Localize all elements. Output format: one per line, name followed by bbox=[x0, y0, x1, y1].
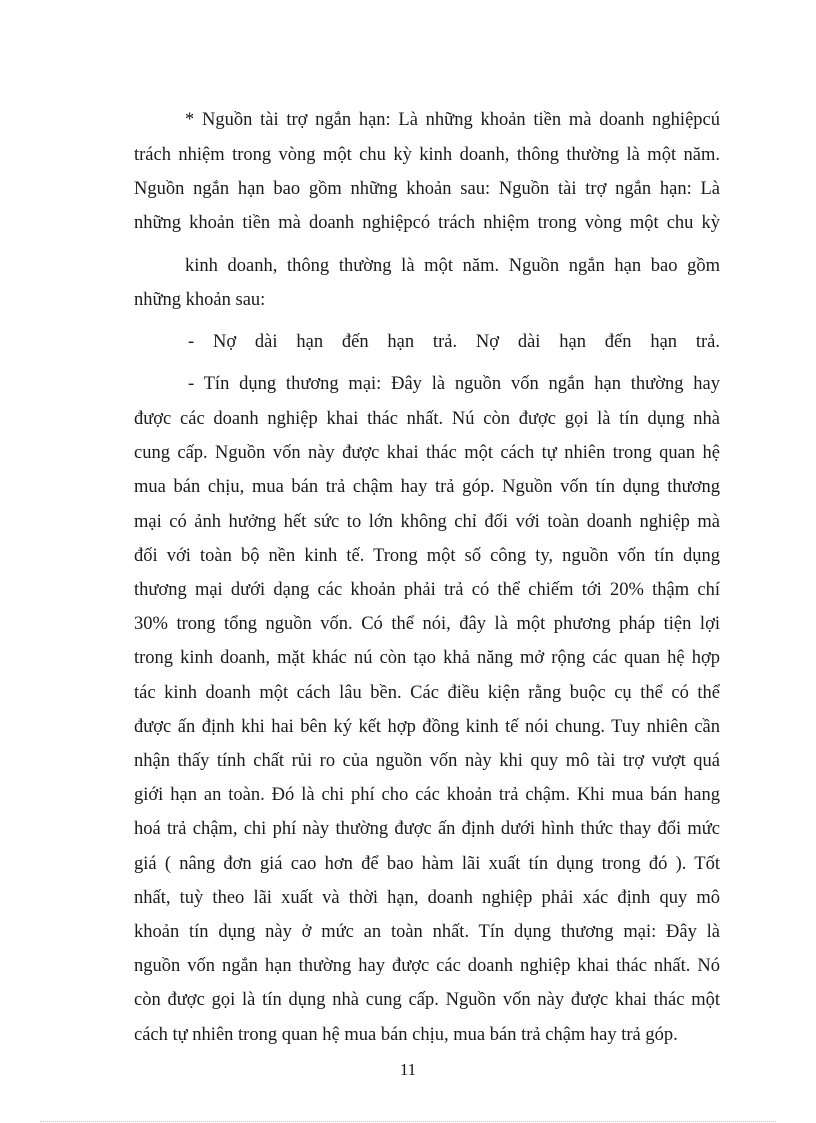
text-line: nhất, tuỳ theo lãi xuất và thời hạn, doanh nghiệp phải xác định quy mô bbox=[134, 888, 720, 908]
page-bottom-border bbox=[40, 1121, 776, 1122]
text-line: Nguồn ngắn hạn bao gồm những khoản sau: Nguồn tài trợ ngắn hạn: Là bbox=[134, 179, 720, 199]
text-line: * Nguồn tài trợ ngắn hạn: Là những khoản tiền mà doanh nghiệpcú bbox=[185, 110, 720, 130]
text-line: cách tự nhiên trong quan hệ mua bán chịu, mua bán trả chậm hay trả góp. bbox=[134, 1025, 678, 1045]
text-line: nguồn vốn ngắn hạn thường hay được các doanh nghiệp khai thác nhất. Nó bbox=[134, 956, 720, 976]
text-line: hoá trả chậm, chi phí này thường được ấn định dưới hình thức thay đổi mức bbox=[134, 819, 720, 839]
text-line: nhận thấy tính chất rủi ro của nguồn vốn này khi quy mô tài trợ vượt quá bbox=[134, 751, 720, 771]
text-line: được ấn định khi hai bên ký kết hợp đồng kinh tế nói chung. Tuy nhiên cần bbox=[134, 717, 720, 737]
text-line: tác kinh doanh một cách lâu bền. Các điều kiện rằng buộc cụ thể có thể bbox=[134, 683, 720, 703]
text-line: còn được gọi là tín dụng nhà cung cấp. Nguồn vốn này được khai thác một bbox=[134, 990, 720, 1010]
text-line: cung cấp. Nguồn vốn này được khai thác một cách tự nhiên trong quan hệ bbox=[134, 443, 720, 463]
text-line: những khoản tiền mà doanh nghiệpcó trách nhiệm trong vòng một chu kỳ bbox=[134, 213, 720, 233]
text-line: kinh doanh, thông thường là một năm. Nguồn ngắn hạn bao gồm bbox=[185, 256, 720, 276]
text-line: đối với toàn bộ nền kinh tế. Trong một số công ty, nguồn vốn tín dụng bbox=[134, 546, 720, 566]
text-line: mua bán chịu, mua bán trả chậm hay trả góp. Nguồn vốn tín dụng thương bbox=[134, 477, 720, 497]
text-line: giá ( nâng đơn giá cao hơn để bao hàm lãi xuất tín dụng trong đó ). Tốt bbox=[134, 854, 720, 874]
text-line: trong kinh doanh, mặt khác nú còn tạo khả năng mở rộng các quan hệ hợp bbox=[134, 648, 720, 668]
page-number: 11 bbox=[399, 1060, 417, 1079]
text-line: thương mại dưới dạng các khoản phải trả có thể chiếm tới 20% thậm chí bbox=[134, 580, 720, 600]
text-line: - Nợ dài hạn đến hạn trả. Nợ dài hạn đến hạn trả. bbox=[188, 332, 720, 352]
text-line: được các doanh nghiệp khai thác nhất. Nú còn được gọi là tín dụng nhà bbox=[134, 409, 720, 429]
text-line: 30% trong tổng nguồn vốn. Có thể nói, đây là một phương pháp tiện lợi bbox=[134, 614, 720, 634]
text-line: mại có ảnh hưởng hết sức to lớn không chỉ đối với toàn doanh nghiệp mà bbox=[134, 512, 720, 532]
text-line: khoản tín dụng này ở mức an toàn nhất. Tín dụng thương mại: Đây là bbox=[134, 922, 720, 942]
text-line: trách nhiệm trong vòng một chu kỳ kinh doanh, thông thường là một năm. bbox=[134, 145, 720, 165]
text-line: những khoản sau: bbox=[134, 290, 266, 310]
text-line: - Tín dụng thương mại: Đây là nguồn vốn ngắn hạn thường hay bbox=[188, 374, 720, 394]
text-line: giới hạn an toàn. Đó là chi phí cho các khoản trả chậm. Khi mua bán hang bbox=[134, 785, 720, 805]
